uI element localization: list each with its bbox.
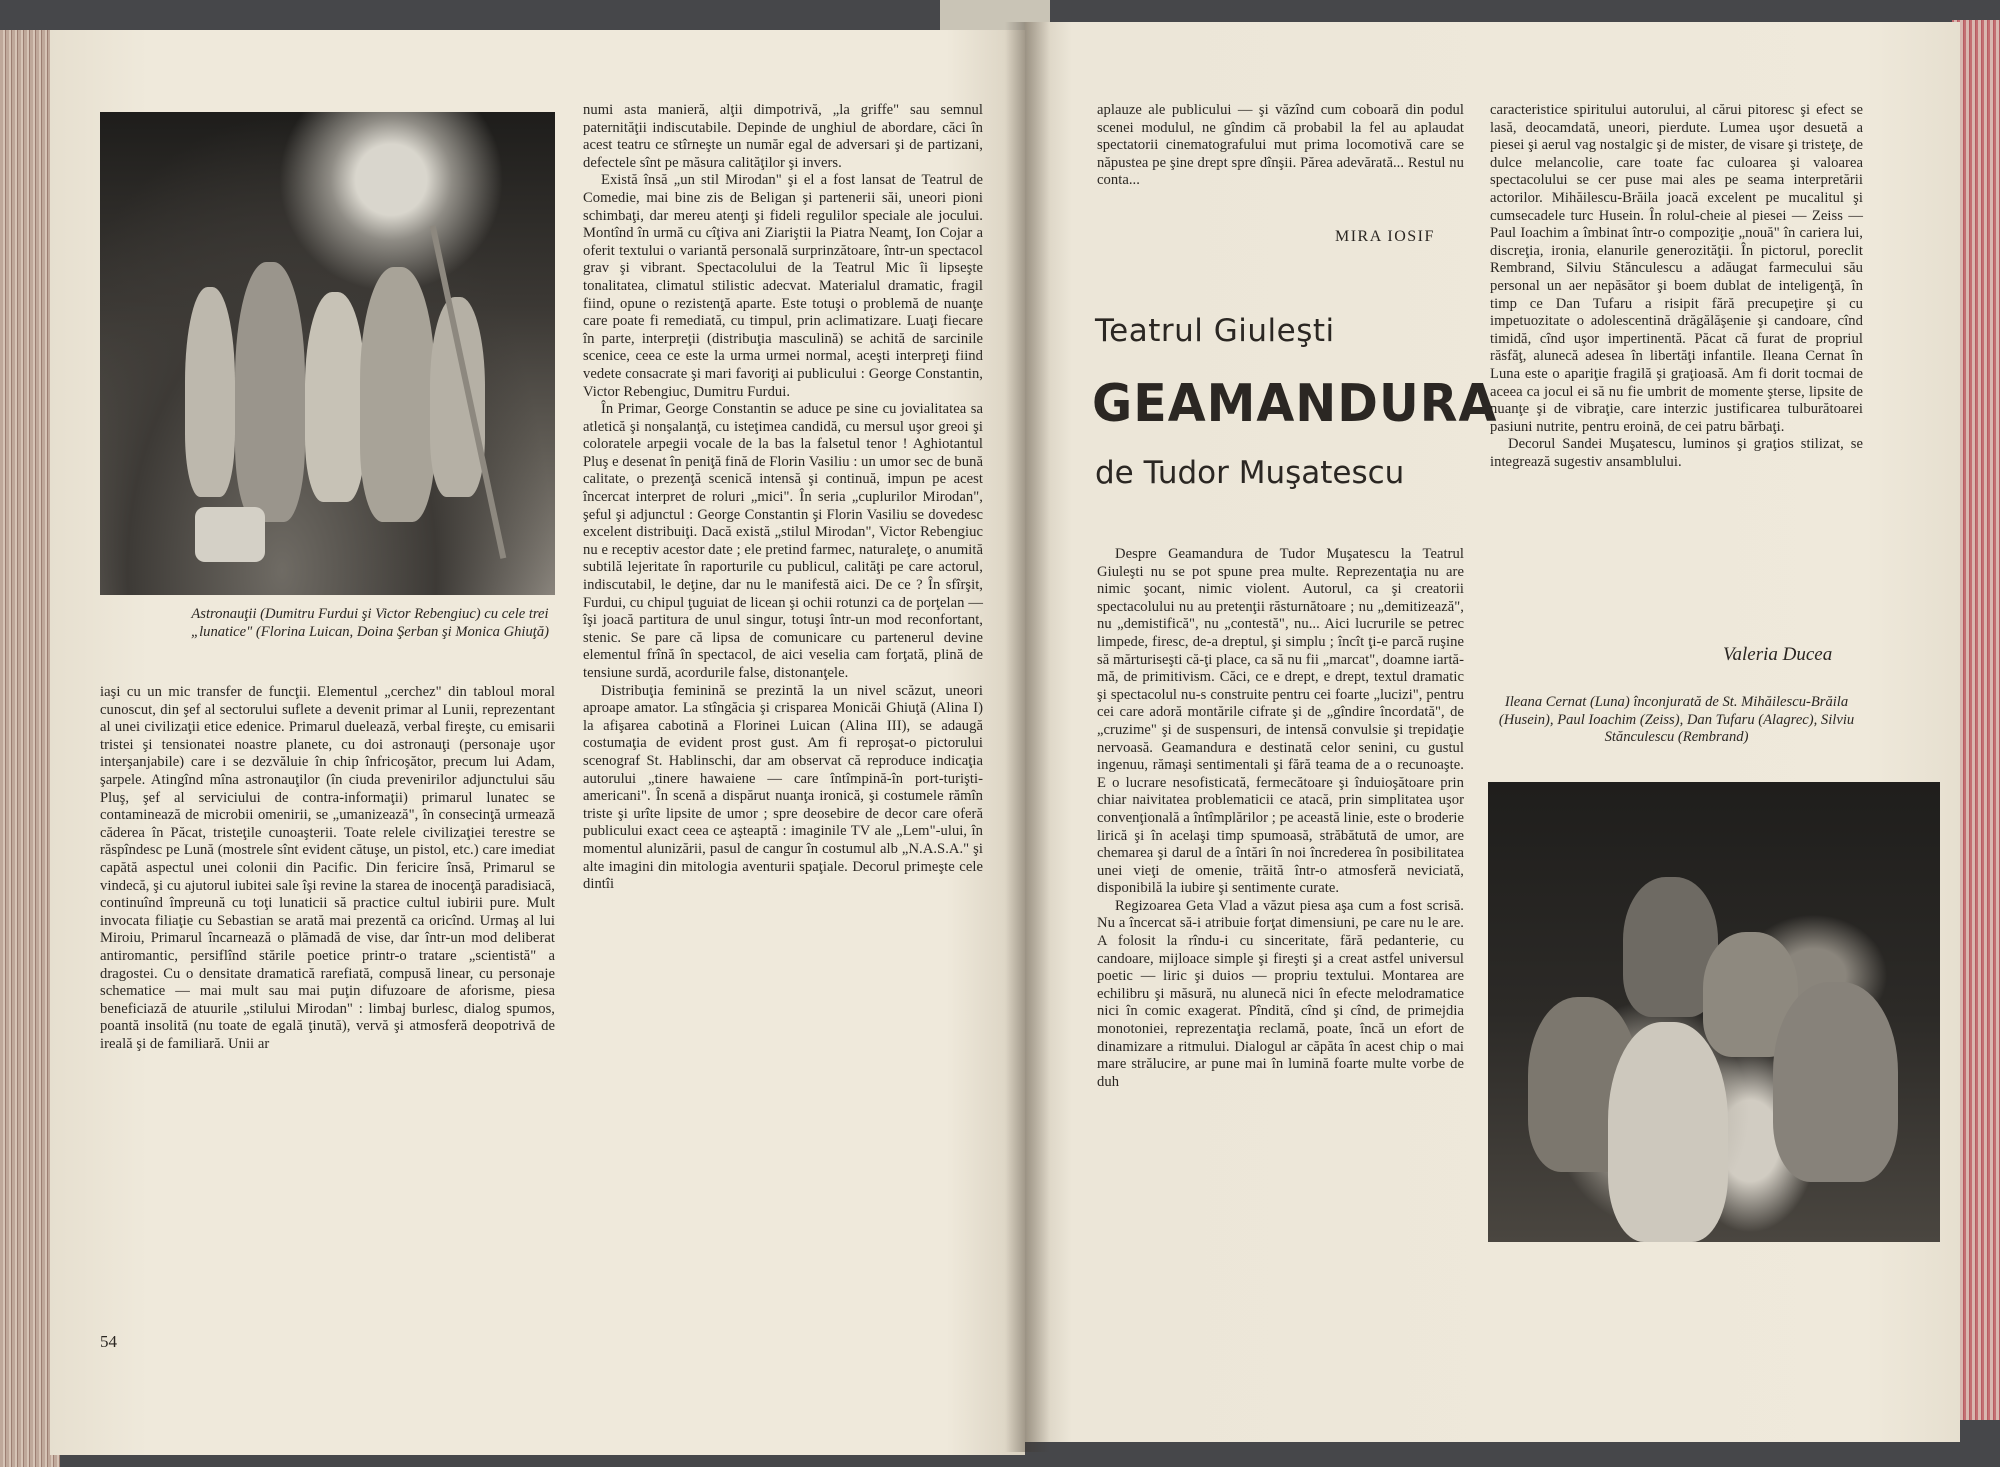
astronauts-photo [100,112,555,595]
paragraph: iaşi cu un mic transfer de funcţii. Elementul „cerchez" din tabloul moral cunoscut, din şef al sectorului suflete a devenit primar al Lunii, reprezentant al unei civilizaţii etice edenice. Primarul duelează, verbal fireşte, cu emisarii tristei şi tensionatei noastre planete, cu doi astronauţi (personaje uşor interşanjabile) care i se dezvăluie în chip înfricoşător, precum lui Adam, şarpele. Atingînd mîna astronauţilor (în ciuda prevenirilor adjunctului său Pluş, şef al serviciului de contra-informaţii) primarul lunatec se contaminează de microbii omenirii, se „umanizează", în consecinţă urmează căderea în Păcat, tristeţile cunoaşterii. Toate relele civilizaţiei terestre se răspîndesc pe Lună (mostrele sînt evident cătuşe, un pistol, etc.) care imediat capătă aspectul unei colonii din Pacific. Din fericire însă, Primarul se vindecă, şi cu ajutorul iubitei sale îşi revine la starea de inocenţă paradisiacă, continuînd împreună cu toţi lunaticii să practice cultul iubirii pure. Mult invocata filiaţie cu Sebastian se arată mai prezentă ca oricînd. Urmaş al lui Miroiu, Primarul încarnează o plămadă de vise, dar într-un mod deliberat antiromantic, persiflînd stările poetice printr-o tratare „scientistă" a dragostei. Cu o densitate dramatică rarefiată, compusă linear, cu personaje schematice — mai mult sau mai puţin difuzoare de aforisme, piesa beneficiază de atuurile „stilului Mirodan" : limbaj burlesc, dialog spumos, poantă insolită (nu toate de egală ţinută), vervă şi atmosferă deopotrivă de ireală şi de familiară. Unii ar [100,684,555,1052]
paragraph: Există însă „un stil Mirodan" şi el a fost lansat de Teatrul de Comedie, mai bine zis de Beligan şi partenerii săi, uneori pioni schimbaţi, dar mereu atenţi şi fideli regulilor speciale ale jocului. Montînd în urmă cu cîţiva ani Ziariştii la Piatra Neamţ, Ion Cojar a oferit textului o variantă personală surprinzătoare, într-un spectacol grav şi vibrant. Spectacolului de la Teatrul Mic îi lipseşte tonalitatea, climatul stilistic adecvat. Materialul dramatic, fragil fiind, opune o rezistenţă aparte. Este totuşi o problemă de nuanţe care poate fi remediată, cu timpul, prin aclimatizare. Luaţi fiecare în parte, interpreţii (distribuţia masculină) se achită de sarcinile scenice, ceea ce este la urma urmei normal, aceşti interpreţi fiind vedete consacrate şi mari favoriţi ai publicului : George Constantin, Victor Rebengiuc, Dumitru Furdui. [583,172,983,400]
right-column-1-top [1097,102,1464,190]
right-column-2 [1490,102,1863,471]
play-author: de Tudor Muşatescu [1095,455,1405,491]
paragraph: Despre Geamandura de Tudor Muşatescu la Teatrul Giuleşti nu se pot spune prea multe. Reprezentaţia nu are nimic şocant, nimic violent. Autorul, ca şi creatorii spectacolului nu au pretenţii răsturnătoare ; nu „demitizează", nu „demistifică", nu „contestă", nu... Aici lucrurile se petrec limpede, firesc, de-a dreptul, şi simplu ; încît ţi-e parcă ruşine să mărturiseşti că-ţi place, ca să nu fii „marcat", doamne iartă-mă, de primitivism. Căci, ce e drept, e drept, textul dramatic şi spectacolul nu-s construite pentru cei foarte „lucizi", pentru cei care adoră montările cifrate şi de „gîndire încordată", de „cruzime" şi de suspensuri, de intensă convulsie şi trepidaţie nervoasă. Geamandura e destinată celor senini, cu gustul ingenuu, rămaşi sentimentali şi fără teama de a o recunoaşte. E o lucrare nesofisticată, fermecătoare şi înduioşătoare prin chiar naivitatea problematicii ce atacă, prin simplitatea uşor convenţională a întîmplărilor ; pe această linie, este o broderie lirică şi în acelaşi timp spumoasă, străbătută de umor, are chemarea şi darul de a întări în noi încrederea în posibilitatea unei vieţi de omenie, trăită într-o atmosferă neviciată, disponibilă la iubire şi sentimente curate. [1097,546,1464,897]
paragraph: caracteristice spiritului autorului, al cărui pitoresc şi efect se lasă, deocamdată, uneori, pierdute. Lumea uşor desuetă a piesei şi aerul vag nostalgic şi de mister, de visare şi tristeţe, de dulce melancolie, care toate fac culoarea şi valoarea spectacolului se cer puse mai ales pe seama interpretării actorilor. Mihăilescu-Brăila joacă excelent pe mucalitul şi cumsecadele turc Husein. În rolul-cheie al piesei — Zeiss — Paul Ioachim a îmbinat într-o compoziţie „nouă" în cariera lui, discreţia, ironia, elanurile generozităţii. În pictorul, poreclit Rembrand, Silviu Stănculescu a adăugat farmecului său personal un aer nepăsător şi boem dublat de inteligenţă, în timp ce Dan Tufaru a risipit fără precupeţire şi cu impetuozitate o adolescentină drăgălăşenie şi candoare, cînd timidă, cînd uşor impertinentă. Păcat că furat de propriul răsfăţ, alunecă adesea în libertăţi infantile. Ileana Cernat în Luna este o apariţie fragilă şi graţioasă. Am fi dorit tocmai de aceea ca jocul ei să nu fie umbrit de momente şterse, lipsite de nuanţe şi de vibraţie, care interzic justificarea tulburătoarei pasiuni nutrite, pentru eroină, de cei patru bărbaţi. [1490,102,1863,435]
theatre-heading: Teatrul Giuleşti [1095,313,1335,349]
author-signature-1: MIRA IOSIF [1335,228,1435,245]
play-title: GEAMANDURA [1092,373,1498,434]
right-column-1 [1097,546,1464,1091]
paragraph: Regizoarea Geta Vlad a văzut piesa aşa cum a fost scrisă. Nu a încercat să-i atribuie forţat dimensiuni, pe care nu le are. A folosit la rîndu-i cu sinceritate, fără pedanterie, cu candoare, mijloace simple şi fireşti şi a creat astfel universul poetic — liric şi duios — propriu textului. Montarea are echilibru şi măsură, nu alunecă nici în efecte melodramatice nici în comic exagerat. Pîndită, cînd şi cînd, de primejdia monotoniei, reprezentaţia reclamă, poate, încă un efort de dinamizare a ritmului. Dialogul ar căpăta în acest chip o mai mare strălucire, ar pune mai în lumină foarte multe vorbe de duh [1097,897,1464,1090]
paragraph: aplauze ale publicului — şi văzînd cum coboară din podul scenei modulul, ne gîndim că probabil la fel au aplaudat spectatorii cinematografului mut prima locomotivă care se năpustea pe şine drept spre dînşii. Părea adevărată... Restul nu conta... [1097,102,1464,189]
paragraph: numi asta manieră, alţii dimpotrivă, „la griffe" sau semnul paternităţii indiscutabile. Depinde de unghiul de abordare, căci în acest teatru ce stîrneşte un număr egal de adversari şi de partizani, defectele sînt pe măsura calităţilor şi invers. [583,102,983,171]
left-column-2 [583,102,983,894]
left-column-1 [100,684,555,1053]
author-signature-2: Valeria Ducea [1723,644,1833,665]
left-photo-caption: Astronauţii (Dumitru Furdui şi Victor Rebengiuc) cu cele trei „lunatice" (Florina Luican, Doina Şerban şi Monica Ghiuţă) [191,606,549,640]
right-photo-caption: Ileana Cernat (Luna) înconjurată de St. Mihăilescu-Brăila (Husein), Paul Ioachim (Zeiss), Dan Tufaru (Alagrec), Silviu Stănculescu (Rembrand) [1498,694,1855,746]
cast-photo [1488,782,1940,1242]
paragraph: Distribuţia feminină se prezintă la un nivel scăzut, uneori aproape amator. La stîngăcia şi crisparea Monicăi Ghiuţă (Alina I) la afişarea cabotină a Florinei Luican (Alina III), se adaugă costumaţia de evident prost gust. Am fi reproşat-o pictorului scenograf St. Hablinschi, dar am observat că reproduce indicaţia autorului „tinere hawaiene — care întîmpină-în port-turişti-americani". În scenă a dispărut nuanţa ironică, şi costumele rămîn triste şi urîte lipsite de umor ; spre deosebire de decor care oferă publicului exact ceea ce aşteaptă : imaginile TV ale „Lem"-ului, în momentul alunizării, pasul de cangur în costumul alb „N.A.S.A." şi alte imagini din mitologia aventurii spaţiale. Decorul primeşte cele dintîi [583,682,983,893]
paragraph: În Primar, George Constantin se aduce pe sine cu jovialitatea sa atletică şi nonşalanţă, cu isteţimea candidă, cu mersul uşor greoi şi coloratele arpegii vocale de la bas la falsetul tenor ! Aghiotantul Pluş e desenat în peniţă fină de Florin Vasiliu : un umor sec de bună calitate, o prezenţă scenică intensă şi continuă, impun pe acest încercat interpret de roluri „mici". În seria „cuplurilor Mirodan", şeful şi adjunctul : George Constantin şi Florin Vasiliu se dovedesc excelent distribuiţi. Dacă există „stilul Mirodan", Victor Rebengiuc nu e receptiv acestor date ; ele pretind farmec, naturaleţe, o anumită subtilă lejeritate în raporturile cu publicul, calităţi pe care actorul, indiscutabil, le deţine, dar nu le manifestă aici. De ce ? În sfîrşit, Furdui, cu chipul ţuguiat de licean şi ochii rotunzi ca de porţelan — îşi joacă partitura de unul singur, totuşi într-un mod reconfortant, stenic. Se pare că lipsa de comunicare cu partenerul devine elementul frînă în spectacol, de aici veselia cam forţată, plină de tensiune surdă, acordurile false, distonanţele. [583,401,983,681]
page-number: 54 [100,1332,117,1351]
paragraph: Decorul Sandei Muşatescu, luminos şi graţios stilizat, se integrează sugestiv ansamblului. [1490,436,1863,470]
book-gutter [1005,22,1050,1452]
